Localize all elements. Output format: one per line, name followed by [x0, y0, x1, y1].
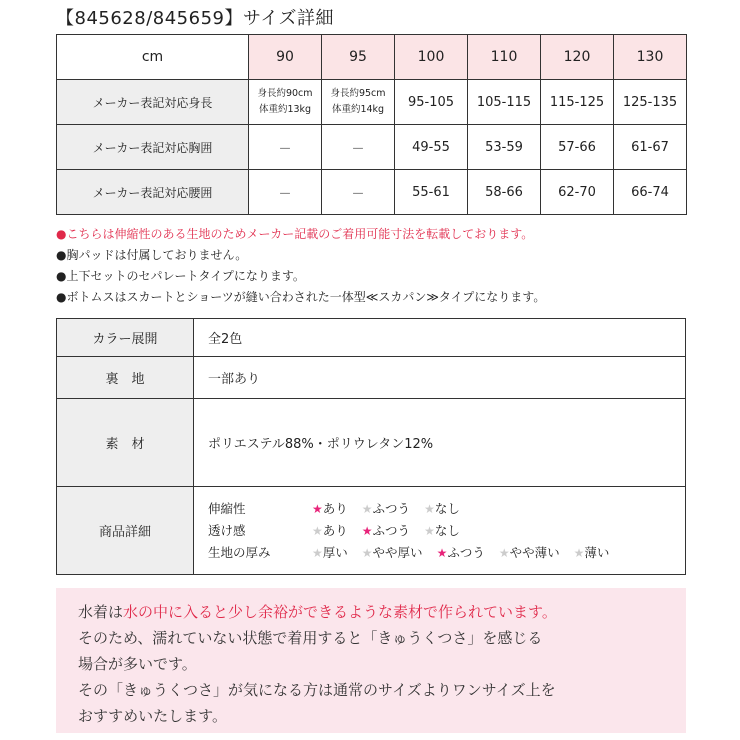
- size-table: [56, 34, 687, 215]
- detail-name: 透け感: [208, 522, 246, 538]
- detail-label: 商品詳細: [57, 487, 194, 575]
- detail-option-label: やや厚い: [372, 544, 423, 560]
- page-title: 【845628/845659】サイズ詳細: [56, 8, 335, 29]
- detail-option-label: なし: [434, 522, 460, 538]
- notice-prefix: 水着は: [78, 603, 124, 621]
- detail-option-label: あり: [322, 500, 348, 516]
- notice-line: その「きゅうくつさ」が気になる方は通常のサイズよりワンサイズ上を: [78, 681, 556, 699]
- info-table: [56, 318, 686, 575]
- table-row: [57, 125, 687, 170]
- header-size-120: 120: [541, 35, 614, 80]
- table-cell: 105-115: [468, 80, 541, 125]
- table-cell: －: [322, 125, 395, 170]
- header-size-130: 130: [614, 35, 687, 80]
- detail-row: [208, 498, 685, 520]
- table-cell: －: [322, 170, 395, 215]
- table-row: [57, 170, 687, 215]
- table-row: [57, 319, 686, 357]
- detail-option: [362, 542, 423, 564]
- detail-option-label: やや薄い: [509, 544, 560, 560]
- cell-line: 体重約13kg: [258, 104, 312, 115]
- star-icon: ★: [361, 523, 373, 538]
- star-icon: ★: [361, 545, 373, 560]
- table-row: [57, 399, 686, 487]
- star-icon: ★: [424, 523, 435, 538]
- star-icon: ★: [573, 545, 585, 560]
- material-label: 素 材: [57, 399, 194, 487]
- detail-name: 生地の厚み: [208, 544, 271, 560]
- detail-name: 伸縮性: [208, 500, 246, 516]
- detail-option: [424, 498, 460, 520]
- lining-value: 一部あり: [194, 357, 686, 399]
- detail-option: [574, 542, 610, 564]
- detail-value: [194, 487, 686, 575]
- table-cell: [249, 80, 322, 125]
- detail-option: [424, 520, 460, 542]
- note-item: ●上下セットのセパレートタイプになります。: [56, 269, 305, 283]
- detail-option: [312, 542, 348, 564]
- notice-line: 場合が多いです。: [78, 655, 197, 673]
- note-item: ●こちらは伸縮性のある生地のためメーカー記載のご着用可能寸法を転載しております。: [56, 227, 534, 241]
- detail-grid: [208, 492, 685, 570]
- size-header-row: [57, 35, 687, 80]
- cell-line: 体重約14kg: [331, 104, 385, 115]
- star-icon: ★: [312, 545, 323, 560]
- notice-line: そのため、濡れていない状態で着用すると「きゅうくつさ」を感じる: [78, 629, 543, 647]
- detail-option: [362, 520, 410, 542]
- row-label-chest: メーカー表記対応胸囲: [57, 125, 249, 170]
- star-icon: ★: [312, 501, 323, 516]
- table-row: [57, 487, 686, 575]
- detail-option-label: ふつう: [447, 544, 485, 560]
- notice-box: [56, 588, 686, 733]
- table-row: [57, 80, 687, 125]
- table-cell: 53-59: [468, 125, 541, 170]
- star-icon: ★: [436, 545, 448, 560]
- table-cell: 125-135: [614, 80, 687, 125]
- detail-option-label: 厚い: [322, 544, 348, 560]
- table-cell: 61-67: [614, 125, 687, 170]
- row-label-waist: メーカー表記対応腰囲: [57, 170, 249, 215]
- table-cell: [322, 80, 395, 125]
- table-cell: 95-105: [395, 80, 468, 125]
- table-cell: 66-74: [614, 170, 687, 215]
- detail-option: [499, 542, 560, 564]
- table-cell: －: [249, 170, 322, 215]
- detail-row: [208, 520, 685, 542]
- table-cell: －: [249, 125, 322, 170]
- lining-label: 裏 地: [57, 357, 194, 399]
- detail-option: [312, 498, 348, 520]
- star-icon: ★: [361, 501, 373, 516]
- table-cell: 55-61: [395, 170, 468, 215]
- detail-option-label: 薄い: [584, 544, 610, 560]
- header-size-90: 90: [249, 35, 322, 80]
- header-unit: cm: [57, 35, 249, 80]
- note-item: ●胸パッドは付属しておりません。: [56, 248, 248, 262]
- star-icon: ★: [312, 523, 323, 538]
- table-row: [57, 357, 686, 399]
- material-value: ポリエステル88%・ポリウレタン12%: [194, 399, 686, 487]
- star-icon: ★: [498, 545, 510, 560]
- detail-option: [437, 542, 485, 564]
- notice-highlight: 水の中に入ると少し余裕ができるような素材で作られています。: [123, 603, 557, 621]
- table-cell: 62-70: [541, 170, 614, 215]
- header-size-110: 110: [468, 35, 541, 80]
- notes-list: [56, 224, 545, 308]
- header-size-95: 95: [322, 35, 395, 80]
- detail-option-label: ふつう: [372, 500, 411, 516]
- header-size-100: 100: [395, 35, 468, 80]
- table-cell: 57-66: [541, 125, 614, 170]
- detail-option: [312, 520, 348, 542]
- cell-line: 身長約95cm: [330, 88, 386, 99]
- table-cell: 58-66: [468, 170, 541, 215]
- note-item: ●ボトムスはスカートとショーツが縫い合わされた一体型≪スカパン≫タイプになります。: [56, 290, 546, 304]
- notice-line: [78, 599, 664, 625]
- cell-line: 身長約90cm: [257, 88, 313, 99]
- detail-option-label: ふつう: [372, 522, 411, 538]
- row-label-height: メーカー表記対応身長: [57, 80, 249, 125]
- detail-option-label: あり: [322, 522, 348, 538]
- color-value: 全2色: [194, 319, 686, 357]
- detail-row: [208, 542, 685, 564]
- table-cell: 49-55: [395, 125, 468, 170]
- detail-option-label: なし: [434, 500, 460, 516]
- table-cell: 115-125: [541, 80, 614, 125]
- color-label: カラー展開: [57, 319, 194, 357]
- detail-option: [362, 498, 410, 520]
- notice-line: おすすめいたします。: [78, 707, 227, 725]
- star-icon: ★: [424, 501, 435, 516]
